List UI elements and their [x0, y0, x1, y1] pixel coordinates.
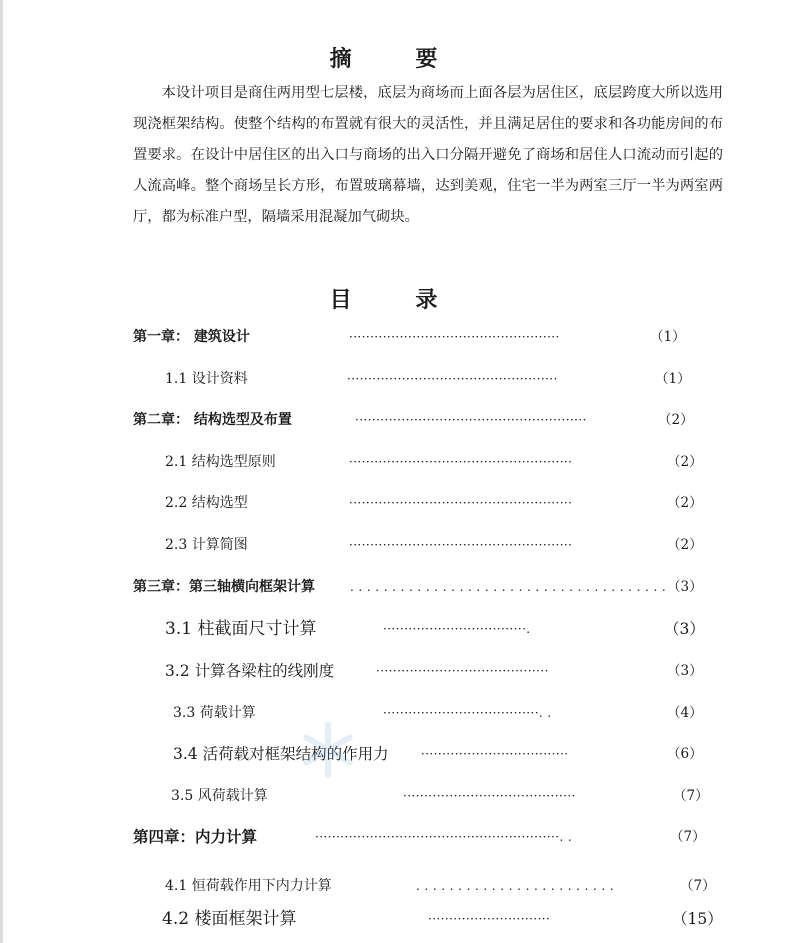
- toc-entry-page: （2）: [667, 495, 703, 511]
- toc-entry-label: 第四章：内力计算: [133, 828, 258, 846]
- toc-entry-label: 4.1 恒荷载作用下内力计算: [165, 878, 332, 894]
- toc-entry[interactable]: [0, 740, 795, 768]
- toc-entry-page: （1）: [655, 371, 691, 387]
- toc-entry-leader: ·········································: [376, 664, 549, 678]
- toc-entry[interactable]: [0, 699, 795, 727]
- toc-entry-label: 第三章：第三轴横向框架计算: [133, 579, 315, 595]
- toc-entry-leader: . . . . . . . . . . . . . . . . . . . . . . . .: [416, 879, 615, 893]
- abstract-paragraph: 本设计项目是商住两用型七层楼，底层为商场而上面各层为居住区，底层跨度大所以选用现浇框架结构。使整个结构的布置就有很大的灵活性，并且满足居住的要求和各功能房间的布置要求。在设计中居住区的出入口与商场的出入口分隔开避免了商场和居住人口流动而引起的人流高峰。整个商场呈长方形，布置玻璃幕墙，达到美观，住宅一半为两室三厅一半为两室两厅，都为标准户型，隔墙采用混凝加气砌块。: [133, 85, 723, 225]
- toc-entry-page: （7）: [673, 788, 709, 804]
- toc-entry-page: （7）: [680, 878, 716, 894]
- toc-entry-page: （3）: [667, 663, 703, 679]
- toc-entry-leader: ·····························: [428, 912, 551, 926]
- toc-entry[interactable]: [0, 531, 795, 559]
- toc-entry-page: （2）: [667, 537, 703, 553]
- toc-entry[interactable]: [0, 615, 795, 643]
- toc-entry[interactable]: [0, 323, 795, 351]
- toc-entry-leader: ··································.: [383, 622, 531, 636]
- toc-entry[interactable]: [0, 365, 795, 393]
- toc-entry-label: 3.2 计算各梁柱的线刚度: [165, 662, 335, 680]
- toc-entry-page: （6）: [667, 746, 703, 762]
- toc-entry[interactable]: [0, 489, 795, 517]
- toc-entry-label: 第一章： 建筑设计: [133, 329, 250, 345]
- toc-entry-leader: ·······················································: [355, 413, 587, 427]
- toc-entry-page: （4）: [667, 705, 703, 721]
- toc-entry[interactable]: [0, 823, 795, 851]
- toc-entry-page: （3）: [667, 579, 703, 595]
- toc-entry-label: 2.3 计算简图: [165, 537, 248, 553]
- toc-entry[interactable]: [0, 657, 795, 685]
- toc-heading: 目 录: [329, 288, 466, 313]
- toc-entry-label: 3.5 风荷载计算: [171, 788, 268, 804]
- toc-entry-page: （7）: [670, 829, 706, 845]
- toc-entry[interactable]: [0, 872, 795, 900]
- toc-entry-label: 3.3 荷载计算: [173, 705, 256, 721]
- toc-entry-leader: ··················································: [349, 330, 560, 344]
- toc-entry-leader: ··························································. .: [315, 830, 573, 844]
- toc-entry-label: 4.2 楼面框架计算: [162, 909, 297, 929]
- toc-entry-page: （2）: [658, 412, 694, 428]
- toc-entry-page: （3）: [664, 620, 705, 638]
- toc-entry[interactable]: [0, 782, 795, 810]
- toc-entry-label: 2.2 结构选型: [165, 495, 248, 511]
- toc-entry-leader: . . . . . . . . . . . . . . . . . . . . . . . . . . . . . . . . . . . . . .: [350, 580, 667, 594]
- toc-entry-label: 第二章： 结构选型及布置: [133, 412, 292, 428]
- toc-entry[interactable]: [0, 905, 795, 933]
- snowflake-watermark-icon: [298, 720, 358, 780]
- toc-entry-label: 3.4 活荷载对框架结构的作用力: [173, 745, 389, 763]
- toc-entry-leader: ·····················································: [349, 455, 573, 469]
- toc-entry[interactable]: [0, 448, 795, 476]
- toc-entry-leader: ·····················································: [349, 538, 573, 552]
- toc-entry-leader: ·········································: [403, 789, 576, 803]
- toc-entry-leader: ·····································. .: [383, 706, 552, 720]
- abstract-heading: 摘 要: [329, 47, 466, 72]
- toc-entry-label: 1.1 设计资料: [165, 371, 248, 387]
- toc-entry-label: 2.1 结构选型原则: [165, 454, 276, 470]
- toc-entry-leader: ·····················································: [349, 496, 573, 510]
- toc-entry-page: （1）: [650, 329, 686, 345]
- toc-entry-label: 3.1 柱截面尺寸计算: [165, 619, 317, 639]
- toc-entry-leader: ···································: [421, 747, 569, 761]
- toc-entry[interactable]: [0, 573, 795, 601]
- toc-entry-page: （2）: [667, 454, 703, 470]
- toc-entry-page: （15）: [672, 910, 723, 928]
- toc-entry[interactable]: [0, 406, 795, 434]
- toc-entry-leader: ··················································: [347, 372, 558, 386]
